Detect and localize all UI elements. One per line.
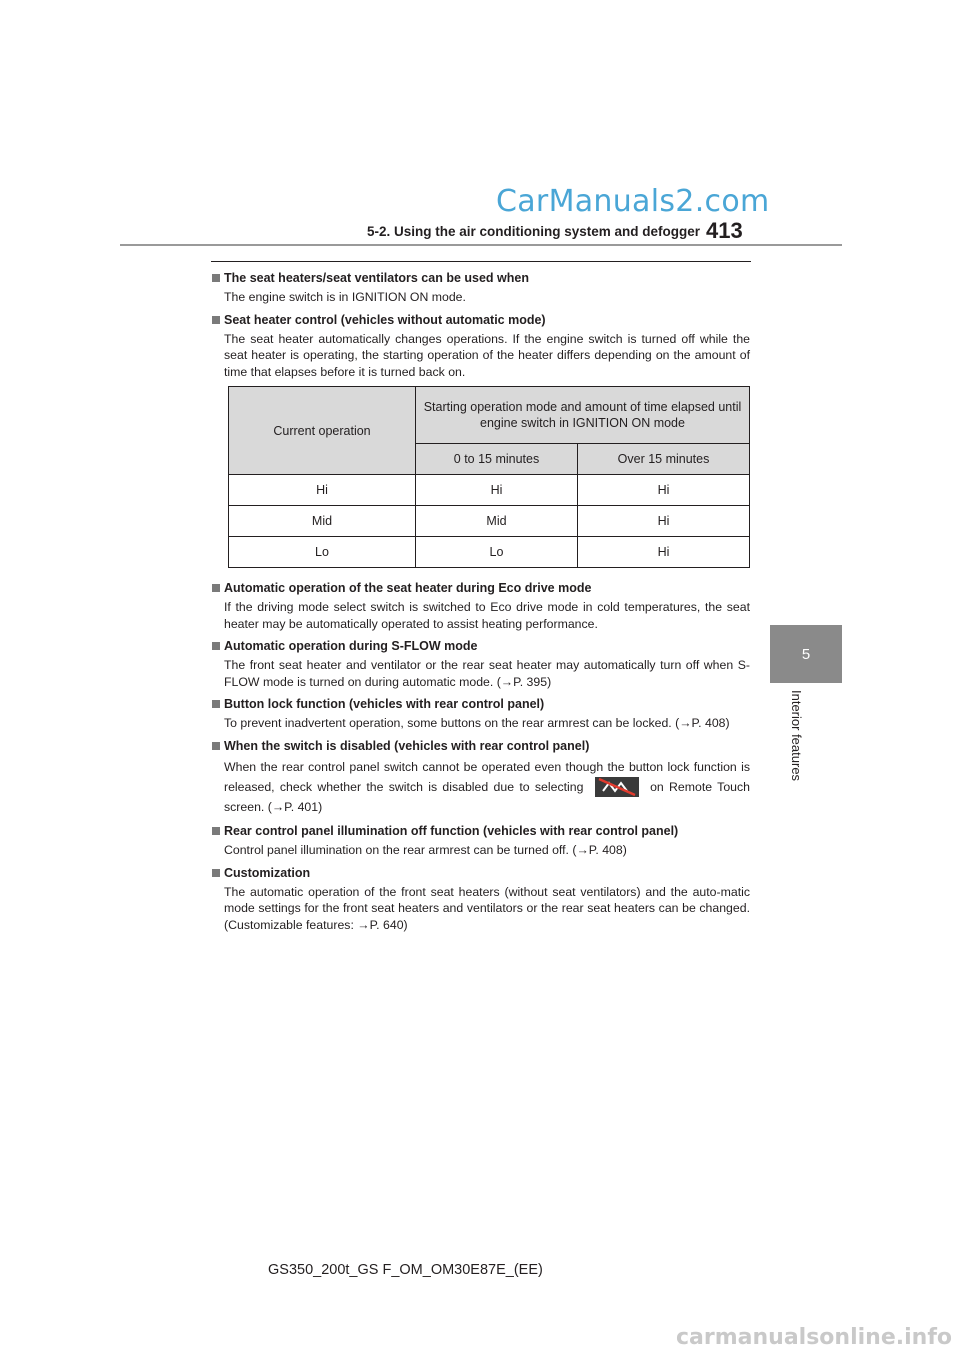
- section-text: The engine switch is in IGNITION ON mode.: [224, 290, 466, 304]
- table-cell: Lo: [416, 537, 578, 568]
- table-cell: Hi: [578, 537, 750, 568]
- section-text: If the driving mode select switch is switched to Eco drive mode in cold temperatures, the seat heater may be automatically operated to assist heating performance.: [224, 600, 750, 631]
- section-s-flow: [210, 636, 750, 690]
- section-heading: Automatic operation of the seat heater during Eco drive mode: [210, 578, 750, 598]
- table-cell: Hi: [578, 506, 750, 537]
- table-header-current: Current operation: [229, 387, 416, 475]
- table-row: [229, 537, 750, 568]
- table-cell: Mid: [229, 506, 416, 537]
- operation-table: [228, 386, 750, 568]
- section-eco-mode: [210, 578, 750, 632]
- section-heading: Rear control panel illumination off function (vehicles with rear control panel): [210, 821, 750, 841]
- table-subheader-0-15: 0 to 15 minutes: [416, 444, 578, 475]
- section-switch-disabled: [210, 736, 750, 818]
- chapter-tab: [770, 625, 842, 683]
- watermark-logo-top: CarManuals2.com: [496, 184, 770, 219]
- section-text: The front seat heater and ventilator or the rear seat heater may automatically turn off when S-FLOW mode is turned on during automatic mode. (→P. 395): [224, 658, 750, 689]
- section-seat-heater-control: [210, 310, 750, 381]
- section-heading: Customization: [210, 863, 750, 883]
- section-text: The automatic operation of the front seat heaters (without seat ventilators) and the auto-matic mode settings for the front seat heaters and ventilators or the rear seat heaters can be changed. (Customizable features: →P. 640): [224, 884, 750, 932]
- chapter-number: 5: [801, 645, 811, 663]
- table-row: [229, 506, 750, 537]
- table-cell: Lo: [229, 537, 416, 568]
- table-header-group: Starting operation mode and amount of time elapsed until engine switch in IGNITION ON mode: [416, 387, 750, 444]
- section-heading: When the switch is disabled (vehicles with rear control panel): [210, 736, 750, 756]
- table-subheader-over-15: Over 15 minutes: [578, 444, 750, 475]
- document-code: GS350_200t_GS F_OM_OM30E87E_(EE): [268, 1262, 543, 1278]
- seat-fan-off-icon: [595, 777, 639, 797]
- section-customization: [210, 863, 750, 934]
- section-heading: Automatic operation during S-FLOW mode: [210, 636, 750, 656]
- text-after-icon: on Remote Touch screen. (→P. 401): [224, 779, 750, 815]
- section-heading: Button lock function (vehicles with rear control panel): [210, 694, 750, 714]
- page-number: 413: [706, 218, 743, 243]
- table-cell: Hi: [578, 475, 750, 506]
- section-title: 5-2. Using the air conditioning system and defogger: [366, 224, 700, 239]
- header-divider: [120, 244, 842, 246]
- section-button-lock: [210, 694, 750, 732]
- table-row: [229, 475, 750, 506]
- chapter-label: Interior features: [789, 690, 804, 782]
- section-text: The seat heater automatically changes operations. If the engine switch is turned off while the seat heater is operating, the starting operation of the heater differs depending on the amount of time that elapses before it is turned back on.: [224, 331, 750, 379]
- section-text: To prevent inadvertent operation, some buttons on the rear armrest can be locked. (→P. 408): [224, 716, 730, 730]
- section-text: [210, 757, 750, 818]
- section-heading: The seat heaters/seat ventilators can be used when: [210, 268, 750, 288]
- watermark-logo-bottom: carmanualsonline.info: [676, 1325, 952, 1350]
- content-top-divider: [211, 261, 751, 262]
- section-seat-heaters-usable: [210, 268, 750, 306]
- table-cell: Mid: [416, 506, 578, 537]
- section-text: Control panel illumination on the rear armrest can be turned off. (→P. 408): [224, 843, 627, 858]
- section-illumination-off: [210, 821, 750, 859]
- text-before-icon: When the rear control panel switch cannot be operated even though the button lock function is released, check whether the switch is disabled due to selecting: [224, 759, 750, 794]
- page-content: [210, 268, 750, 937]
- section-heading: Seat heater control (vehicles without automatic mode): [210, 310, 750, 330]
- table-cell: Hi: [416, 475, 578, 506]
- table-cell: Hi: [229, 475, 416, 506]
